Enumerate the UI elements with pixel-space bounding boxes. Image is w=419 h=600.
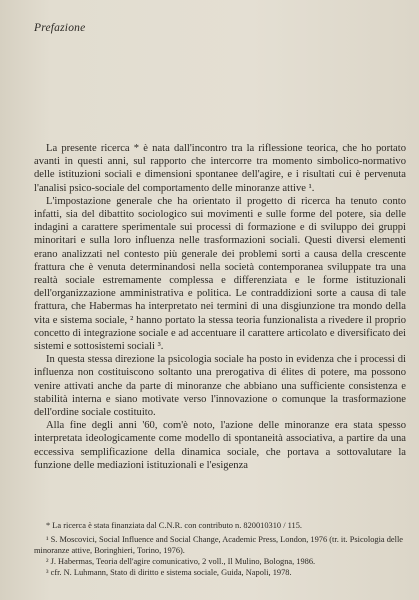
footnote: ³ cfr. N. Luhmann, Stato di diritto e sistema sociale, Guida, Napoli, 1978. <box>46 568 292 577</box>
paragraph: In questa stessa direzione la psicologia sociale ha posto in evidenza che i processi di influenza non costituiscono soltanto una prerogativa di élites di potere, ma possono venire attivati anche da parte di minoranze che abbiano una sufficiente consistenza e stabilità interna e siano motivate verso l'innovazione o comunque la trasformazione dell'ordine sociale costituito. <box>34 354 406 419</box>
funding-footnote: * La ricerca è stata finanziata dal C.N.R. con contributo n. 820010310 / 115. <box>46 521 302 530</box>
footnote: ² J. Habermas, Teoria dell'agire comunicativo, 2 voll., Il Mulino, Bologna, 1986. <box>46 557 316 566</box>
running-head: Prefazione <box>34 22 86 34</box>
paragraph: L'impostazione generale che ha orientato il progetto di ricerca ha tenuto conto infatti, sia del dibattito sociologico sui movimenti e sulle forme del potere, sia delle indagini a carattere sperimentale sui processi di formazione e di sviluppo dei gruppi minoritari e sulla loro influenza nelle trasformazioni sociali. Questi diversi elementi erano analizzati nel contesto più generale dei problemi sorti a causa della crescente frattura che è venuta determinandosi nella società contemporanea sviluppate tra una realtà sociale estremamente complessa e differenziata e le forme istituzionali dell'organizzazione amministrativa e politica. Le contraddizioni sorte a causa di tale frattura, che Habermas ha interpretato nei termini di una disgiunzione tra mondo della vita e sistema sociale, ² hanno portato la stessa teoria funzionalista a rivedere il proprio concetto di integrazione sociale e ad accentuare il carattere articolato e diversificato dei sistemi e sottosistemi sociali ³. <box>34 195 406 353</box>
paragraph: Alla fine degli anni '60, com'è noto, l'azione delle minoranze era stata spesso interpretata ideologicamente come modello di spontaneità associativa, a partire da una eccessiva semplificazione della dinamica sociale, che portava a sottovalutare la funzione delle mediazioni istituzionali e l'esigenza <box>34 420 406 471</box>
footnotes <box>34 520 406 578</box>
paragraph: La presente ricerca * è nata dall'incontro tra la riflessione teorica, che ho portato avanti in questi anni, sul rapporto che intercorre tra momento simbolico-normativo delle istituzioni sociali e dimensioni spontanee dell'agire, e i risultati cui è pervenuta l'analisi psico-sociale del comportamento delle minoranze attive ¹. <box>34 143 406 194</box>
footnote: ¹ S. Moscovici, Social Influence and Social Change, Academic Press, London, 1976 (tr. it. Psicologia delle minoranze attive, Boringhieri, Torino, 1976). <box>34 535 403 555</box>
body-text <box>34 142 406 472</box>
